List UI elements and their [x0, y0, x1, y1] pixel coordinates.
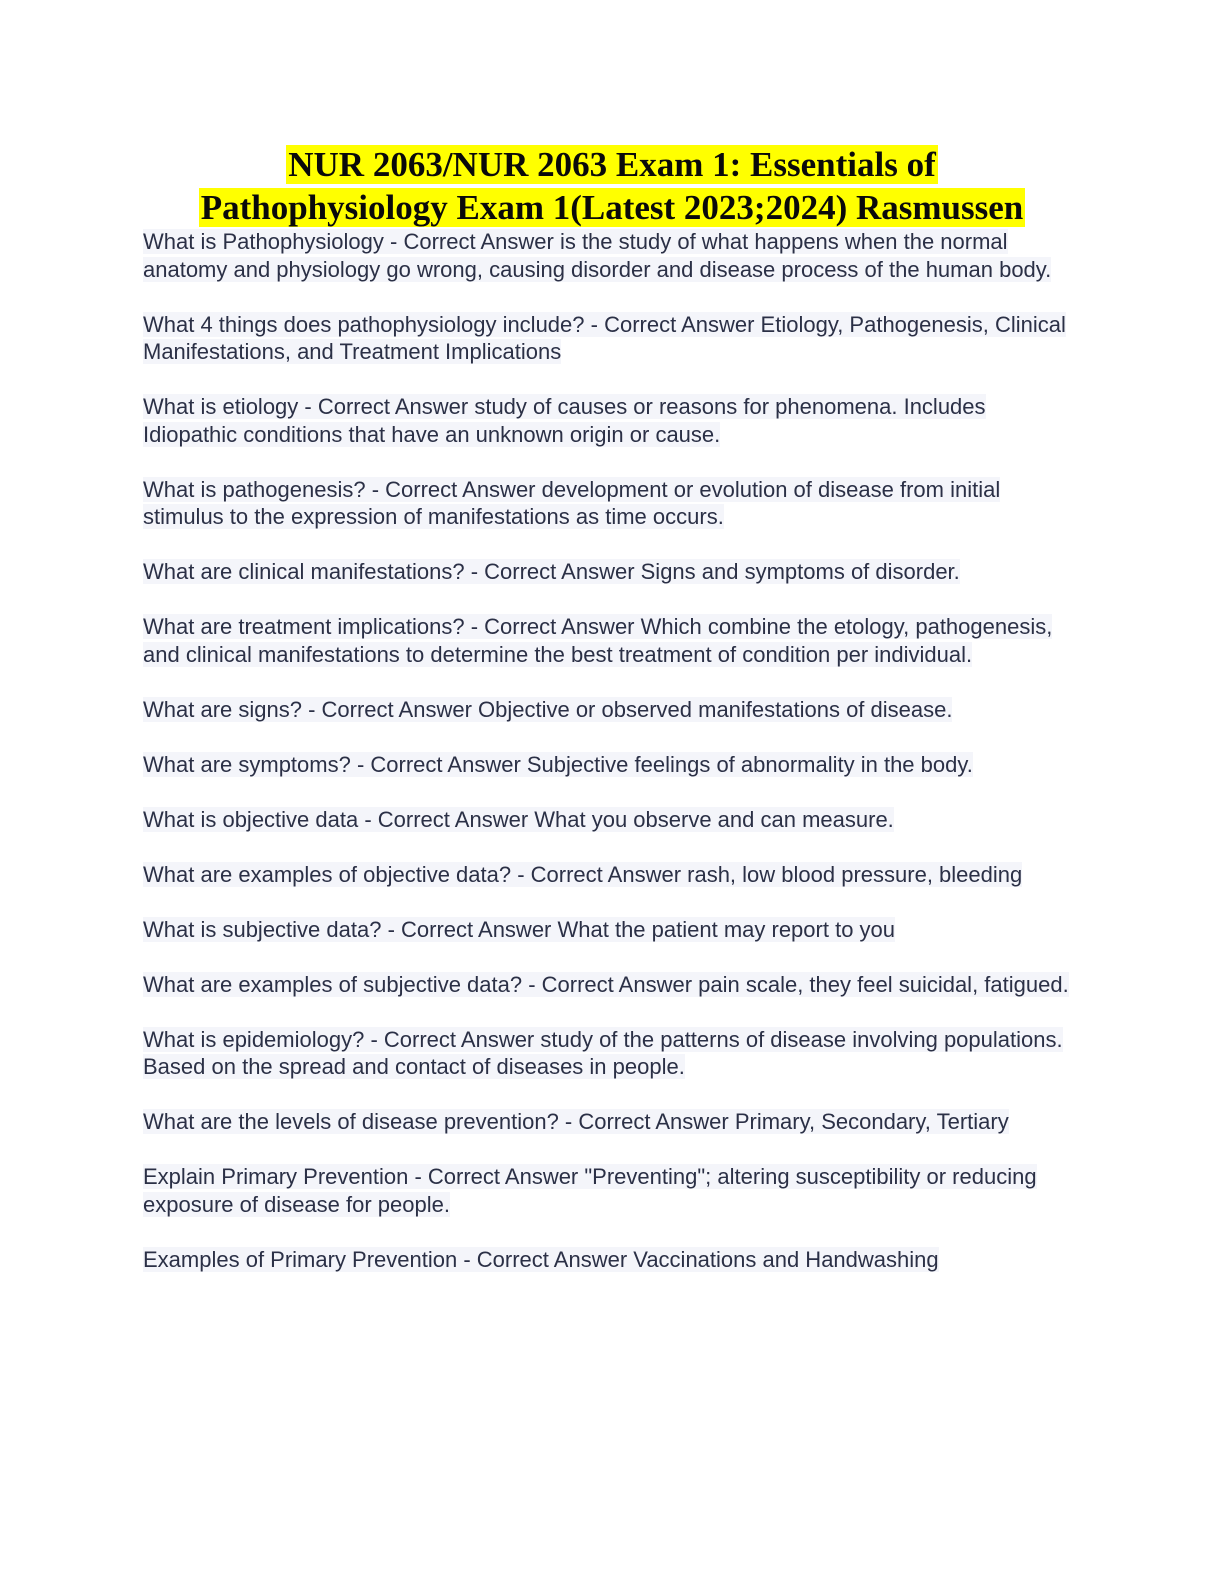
qa-item: Examples of Primary Prevention - Correct Answer Vaccinations and Handwashing [143, 1246, 939, 1272]
qa-item: What are examples of subjective data? - Correct Answer pain scale, they feel suicidal, fatigued. [143, 971, 1069, 997]
qa-item: What are clinical manifestations? - Correct Answer Signs and symptoms of disorder. [143, 559, 960, 584]
document-title [0, 143, 1224, 229]
qa-item: What 4 things does pathophysiology include? - Correct Answer Etiology, Pathogenesis, Clinical Manifestations, and Treatment Implications [143, 311, 1066, 364]
qa-item: What are the levels of disease prevention? - Correct Answer Primary, Secondary, Tertiary [143, 1109, 1009, 1134]
qa-item: What are signs? - Correct Answer Objective or observed manifestations of disease. [143, 696, 953, 722]
qa-list [143, 228, 1083, 1301]
qa-item: What are symptoms? - Correct Answer Subjective feelings of abnormality in the body. [143, 751, 973, 777]
qa-item: What is pathogenesis? - Correct Answer development or evolution of disease from initial stimulus to the expression of manifestations as time occurs. [143, 476, 1001, 529]
qa-item: What is etiology - Correct Answer study of causes or reasons for phenomena. Includes Idiopathic conditions that have an unknown origin or cause. [143, 394, 986, 447]
qa-item: What is Pathophysiology - Correct Answer is the study of what happens when the normal anatomy and physiology go wrong, causing disorder and disease process of the human body. [143, 229, 1052, 282]
qa-item: What is objective data - Correct Answer What you observe and can measure. [143, 806, 894, 832]
title-line-1: NUR 2063/NUR 2063 Exam 1: Essentials of [288, 145, 936, 184]
qa-item: What are treatment implications? - Correct Answer Which combine the etology, pathogenesis, and clinical manifestations to determine the best treatment of condition per individual. [143, 614, 1053, 667]
qa-item: What is epidemiology? - Correct Answer study of the patterns of disease involving populations. Based on the spread and contact of diseases in people. [143, 1026, 1063, 1079]
title-line-2: Pathophysiology Exam 1(Latest 2023;2024) Rasmussen [200, 188, 1024, 227]
qa-item: What is subjective data? - Correct Answer What the patient may report to you [143, 916, 896, 942]
qa-item: Explain Primary Prevention - Correct Answer "Preventing"; altering susceptibility or reducing exposure of disease for people. [143, 1164, 1037, 1217]
qa-item: What are examples of objective data? - Correct Answer rash, low blood pressure, bleeding [143, 861, 1023, 887]
